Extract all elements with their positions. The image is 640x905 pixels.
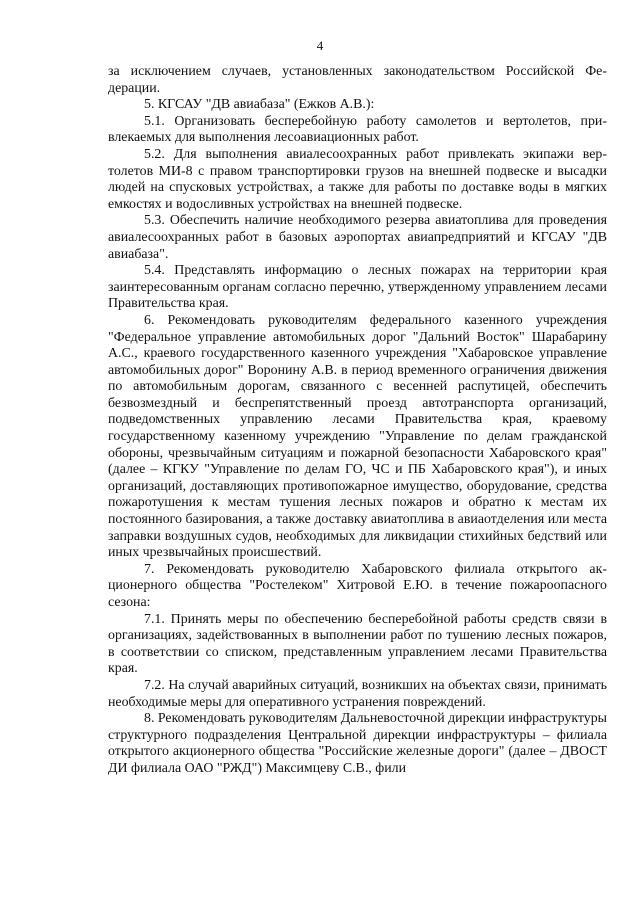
paragraph-5-4: 5.4. Представлять информацию о лесных пожарах на территории края заинтересованным органам согласно перечню, утвержденному управлением лесами Правительства края. <box>108 263 607 312</box>
paragraph-7-1: 7.1. Принять меры по обеспечению бесперебойной работы средств связи в организациях, задействованных в выполнении работ по тушению лесных пожаров, в соответствии со списком, представленным управлением лесами Правительства края. <box>108 611 607 677</box>
page-number: 4 <box>316 38 324 53</box>
paragraph-7: 7. Рекомендовать руководителю Хабаровского филиала открытого акционерного общества "Ростелеком" Хитровой Е.Ю. в течение пожароопасного сезона: <box>108 561 607 610</box>
paragraph-8: 8. Рекомендовать руководителям Дальневосточной дирекции инфраструктуры структурного подразделения Центральной дирекции инфраструктуры – филиала открытого акционерного общества "Российские железные дороги" (далее – ДВОСТ ДИ филиала ОАО "РЖД") Максимцеву С.В., фили <box>108 711 608 776</box>
paragraph-5-2: 5.2. Для выполнения авиалесоохранных работ привлекать экипажи вертолетов МИ-8 с правом транспортировки грузов на внешней подвеске и высадки людей на спусковых устройствах, а также для работы по доставке воды в мягких емкостях и водосливных устройствах на внешней подвеске. <box>108 146 607 212</box>
paragraph-5-1: 5.1. Организовать бесперебойную работу самолетов и вертолетов, привлекаемых для выполнения лесоавиационных работ. <box>108 113 607 146</box>
paragraph-6: 6. Рекомендовать руководителям федерального казенного учреждения "Федеральное управление автомобильных дорог "Дальний Восток" Шарабарину А.С., краевого государственного казенного учреждения "Хабаровское управление автомобильных дорог" Воронину А.В. в период временного ограничения движения по автомобильным дорогам, связанного с весенней распутицей, обеспечить безвозмездный и беспрепятственный проезд автотранспорта организаций, подведомственных управлению лесами Правительства края, краевому государственному казенному учреждению "Управление по делам гражданской обороны, чрезвычайным ситуациям и пожарной безопасности Хабаровского края" (далее – КГКУ "Управление по делам ГО, ЧС и ПБ Хабаровского края"), и иных организаций, доставляющих противопожарное имущество, оборудование, средства пожаротушения к местам тушения лесных пожаров и обратно к местам их постоянного базирования, а также доставку авиатоплива в авиаотделения или места заправки воздушных судов, необходимых для ликвидации стихийных бедствий или иных чрезвычайных происшествий. <box>108 312 607 561</box>
paragraph-5-3: 5.3. Обеспечить наличие необходимого резерва авиатоплива для проведения авиалесоохранных работ в базовых аэропортах авиапредприятий и КГСАУ "ДВ авиабаза". <box>108 213 607 262</box>
paragraph-5: 5. КГСАУ "ДВ авиабаза" (Ежков А.В.): <box>144 97 375 113</box>
paragraph-7-2: 7.2. На случай аварийных ситуаций, возникших на объектах связи, принимать необходимые меры для оперативного устранения повреждений. <box>108 677 607 710</box>
document-body <box>108 64 607 778</box>
paragraph-continuation: за исключением случаев, установленных законодательством Российской Федерации. <box>108 64 607 96</box>
